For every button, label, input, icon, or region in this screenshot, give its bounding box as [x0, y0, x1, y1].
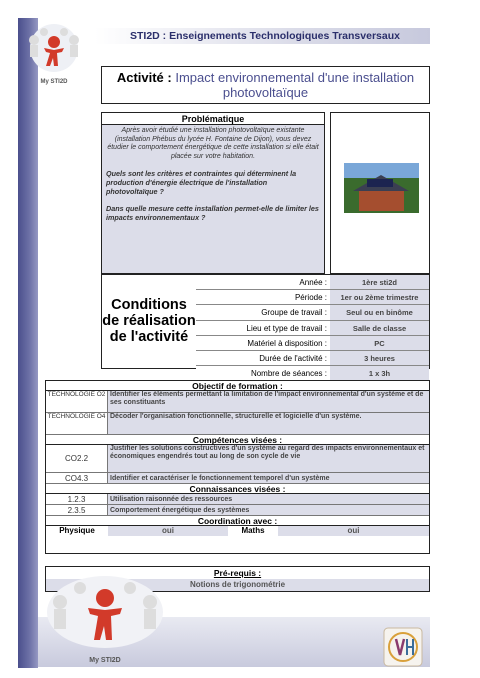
objectives-box — [45, 380, 430, 554]
knowledge-text: Comportement énergétique des systèmes — [108, 505, 429, 515]
prerequisites-text: Notions de trigonométrie — [46, 579, 429, 591]
knowledge-row — [46, 494, 429, 505]
logo-caption-bottom: My STI2D — [89, 657, 121, 664]
objective-code: TECHNOLOGIE O2 — [46, 391, 108, 412]
conditions-heading: Conditions de réalisation de l'activité — [102, 297, 196, 345]
condition-row — [196, 321, 429, 336]
objective-row — [46, 391, 429, 413]
house-wall — [359, 191, 404, 211]
activity-title-box — [101, 66, 430, 104]
condition-key: Groupe de travail : — [196, 305, 330, 319]
logo-people-icon — [22, 22, 86, 74]
skill-text: Identifier et caractériser le fonctionnement temporel d'un système — [108, 473, 429, 483]
logo-caption: My STI2D — [40, 79, 68, 85]
coordination-physics: Physique — [59, 526, 95, 535]
objective-text: Décoder l'organisation fonctionnelle, structurelle et logicielle d'un système. — [108, 413, 429, 434]
condition-key: Lieu et type de travail : — [196, 321, 330, 335]
condition-value: 1 x 3h — [330, 366, 429, 381]
condition-key: Période : — [196, 290, 330, 304]
objective-heading: Objectif de formation : — [46, 381, 429, 391]
logo-people-icon — [40, 570, 170, 652]
knowledge-text: Utilisation raisonnée des ressources — [108, 494, 429, 504]
condition-key: Matériel à disposition : — [196, 336, 330, 350]
problem-heading: Problématique — [101, 112, 325, 124]
objective-code: TECHNOLOGIE O4 — [46, 413, 108, 434]
condition-value: 1er ou 2ème trimestre — [330, 290, 429, 304]
coordination-maths: Maths — [241, 526, 265, 535]
condition-value: 1ère sti2d — [330, 275, 429, 289]
problem-box — [101, 112, 325, 274]
logo-bottom — [40, 570, 170, 668]
knowledge-code: 1.2.3 — [46, 494, 108, 504]
condition-row — [196, 290, 429, 305]
condition-row — [196, 275, 429, 290]
header-title: STI2D : Enseignements Technologiques Transversaux — [130, 30, 400, 42]
conditions-table — [196, 275, 429, 381]
skill-row — [46, 445, 429, 473]
side-bar — [18, 18, 38, 668]
coordination-maths-value: oui — [278, 526, 429, 536]
condition-row — [196, 336, 429, 351]
skill-text: Justifier les solutions constructives d'un système au regard des impacts environnementaux et économiques engendrés tout au long de son cycle de vie — [108, 445, 429, 472]
problem-question-1: Quels sont les critères et contraintes qui déterminent la production d'énergie électrique de l'installation photovoltaïque ? — [106, 169, 297, 196]
condition-row — [196, 351, 429, 366]
school-logo-icon — [383, 627, 423, 667]
activity-title: Impact environnemental d'une installation photovoltaïque — [175, 70, 415, 100]
objective-text: Identifier les éléments permettant la limitation de l'impact environnemental d'un système et de ses constituants — [108, 391, 429, 412]
problem-body — [101, 124, 325, 274]
condition-value: Seul ou en binôme — [330, 305, 429, 319]
skill-row — [46, 473, 429, 484]
solar-panel-icon — [367, 179, 393, 187]
condition-key: Nombre de séances : — [196, 366, 330, 381]
skill-code: CO4.3 — [46, 473, 108, 483]
logo-top — [22, 22, 86, 84]
coordination-heading: Coordination avec : — [46, 516, 429, 526]
condition-row — [196, 305, 429, 320]
condition-key: Année : — [196, 275, 330, 289]
knowledge-heading: Connaissances visées : — [46, 484, 429, 494]
objective-row — [46, 413, 429, 435]
conditions-box — [101, 274, 430, 379]
skill-code: CO2.2 — [46, 445, 108, 472]
problem-question-2: Dans quelle mesure cette installation permet-elle de limiter les impacts environnementaux ? — [106, 204, 319, 222]
house-photo — [330, 112, 430, 274]
condition-key: Durée de l'activité : — [196, 351, 330, 365]
knowledge-code: 2.3.5 — [46, 505, 108, 515]
skills-heading: Compétences visées : — [46, 435, 429, 445]
coordination-row — [46, 526, 429, 536]
coordination-physics-value: oui — [108, 526, 228, 536]
condition-value: PC — [330, 336, 429, 350]
activity-label: Activité : — [116, 70, 172, 85]
knowledge-row — [46, 505, 429, 516]
prerequisites-heading: Pré-requis : — [213, 568, 262, 578]
condition-value: 3 heures — [330, 351, 429, 365]
problem-intro: Après avoir étudié une installation photovoltaïque existante (installation Phébus du lycée H. Fontaine de Dijon), vous devez étudier le comportement énergétique de cette installation si elle était placée sur votre habitation. — [107, 127, 319, 160]
condition-value: Salle de classe — [330, 321, 429, 335]
